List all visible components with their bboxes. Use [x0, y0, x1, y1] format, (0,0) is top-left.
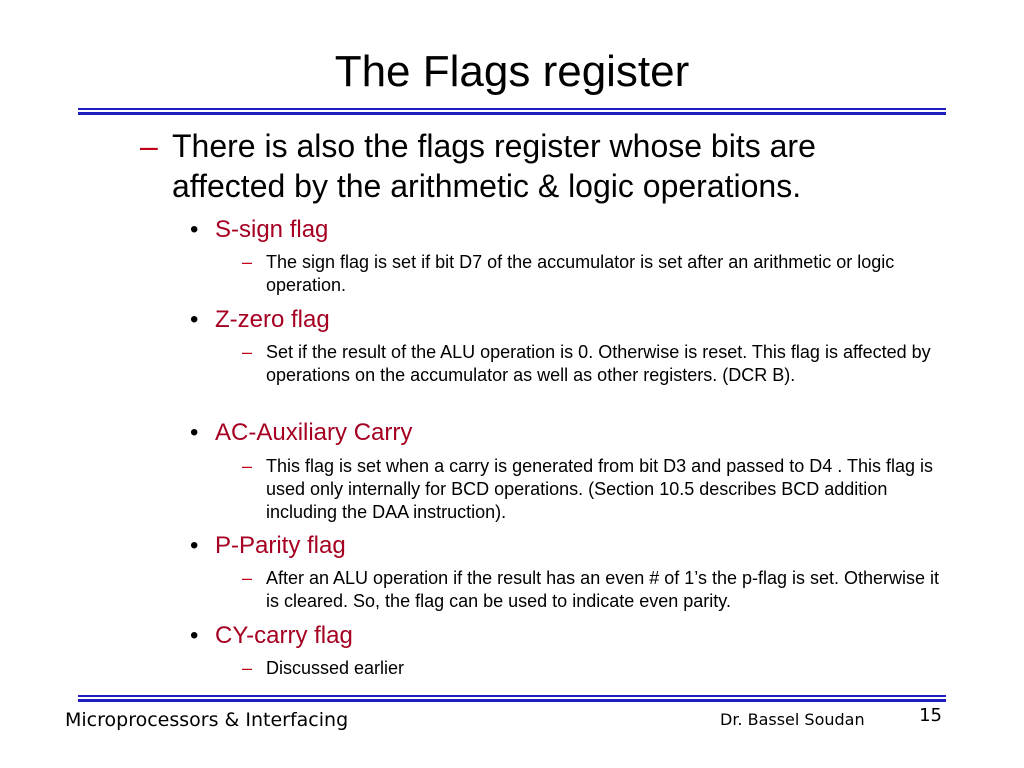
main-point-text: There is also the flags register whose bits are affected by the arithmetic & logic operations. [172, 128, 816, 204]
flag-bullet: • [190, 216, 199, 243]
flag-detail-sign: The sign flag is set if bit D7 of the accumulator is set after an arithmetic or logic operation. [266, 252, 895, 295]
flag-detail-dash: – [242, 456, 253, 476]
flag-detail-zero: Set if the result of the ALU operation is 0. Otherwise is reset. This flag is affected by operations on the accumulator as well as other registers. (DCR B). [266, 342, 931, 385]
flag-detail-dash: – [242, 342, 253, 362]
footer-author: Dr. Bassel Soudan [720, 710, 865, 729]
flag-bullet: • [190, 622, 199, 649]
footer-divider-line-thick [78, 699, 946, 702]
flag-detail-carry: Discussed earlier [266, 658, 405, 678]
flag-bullet: • [190, 306, 199, 333]
flag-name-carry: CY-carry flag [215, 622, 353, 649]
footer-course-title: Microprocessors & Interfacing [65, 709, 349, 731]
title-divider-line-thick [78, 112, 946, 115]
flag-detail-parity: After an ALU operation if the result has an even # of 1’s the p-flag is set. Otherwise it is cleared. So, the flag can be used to indicate even parity. [266, 568, 940, 611]
flag-name-zero: Z-zero flag [215, 306, 330, 333]
page-number: 15 [919, 705, 942, 726]
flag-name-parity: P-Parity flag [215, 532, 346, 559]
flag-detail-dash: – [242, 658, 253, 678]
flag-name-auxiliary-carry: AC-Auxiliary Carry [215, 419, 413, 446]
flag-bullet: • [190, 419, 199, 446]
title-divider [78, 108, 946, 115]
main-point-dash: – [140, 128, 158, 164]
flag-bullet: • [190, 532, 199, 559]
slide-title: The Flags register [334, 47, 690, 96]
flag-detail-auxiliary-carry: This flag is set when a carry is generated from bit D3 and passed to D4 . This flag is used only internally for BCD operations. (Section 10.5 describes BCD addition including the DAA instruction). [266, 456, 933, 522]
footer-divider [78, 695, 946, 702]
flag-detail-dash: – [242, 252, 253, 272]
flag-name-sign: S-sign flag [215, 216, 329, 243]
flag-detail-dash: – [242, 568, 253, 588]
